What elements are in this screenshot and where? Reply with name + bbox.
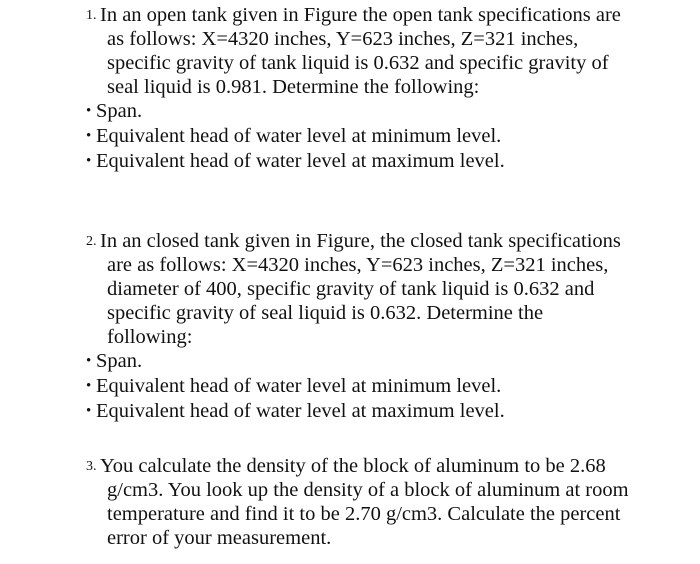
- problem-text-line: as follows: X=4320 inches, Y=623 inches, Z=321 inches,: [107, 28, 579, 50]
- problem-text-line: seal liquid is 0.981. Determine the following:: [107, 76, 480, 98]
- problem-number: 1.: [86, 8, 97, 23]
- bullet-icon: •: [86, 378, 92, 394]
- problem-text-line: are as follows: X=4320 inches, Y=623 inches, Z=321 inches,: [107, 254, 609, 276]
- problem-text-line: diameter of 400, specific gravity of tank liquid is 0.632 and: [107, 278, 595, 300]
- bullet-icon: •: [86, 353, 92, 369]
- problem-text-line: In an open tank given in Figure the open tank specifications are: [100, 4, 621, 26]
- bullet-text: Equivalent head of water level at minimum level.: [96, 375, 502, 397]
- bullet-item: [86, 374, 501, 398]
- problem-text-line: In an closed tank given in Figure, the closed tank specifications: [100, 230, 621, 252]
- bullet-item: [86, 349, 142, 373]
- bullet-icon: •: [86, 403, 92, 419]
- bullet-text: Span.: [96, 100, 143, 122]
- bullet-text: Equivalent head of water level at minimum level.: [96, 125, 502, 147]
- problem-number: 3.: [86, 459, 97, 474]
- problem-text-line: You calculate the density of the block of aluminum to be 2.68: [100, 455, 606, 477]
- bullet-item: [86, 99, 142, 123]
- problem-text-line: g/cm3. You look up the density of a block of aluminum at room: [107, 479, 629, 501]
- problem-text-line: following:: [107, 326, 193, 348]
- problem-text-line: specific gravity of tank liquid is 0.632 and specific gravity of: [107, 52, 609, 74]
- bullet-icon: •: [86, 128, 92, 144]
- bullet-item: [86, 399, 505, 423]
- bullet-item: [86, 124, 501, 148]
- problem-text-line: error of your measurement.: [107, 527, 332, 549]
- problem-number: 2.: [86, 234, 97, 249]
- bullet-text: Equivalent head of water level at maximum level.: [96, 400, 505, 422]
- bullet-icon: •: [86, 153, 92, 169]
- bullet-item: [86, 149, 505, 173]
- bullet-text: Span.: [96, 350, 143, 372]
- bullet-icon: •: [86, 103, 92, 119]
- bullet-text: Equivalent head of water level at maximum level.: [96, 150, 505, 172]
- problem-text-line: specific gravity of seal liquid is 0.632. Determine the: [107, 302, 544, 324]
- problem-text-line: temperature and find it to be 2.70 g/cm3. Calculate the percent: [107, 503, 621, 525]
